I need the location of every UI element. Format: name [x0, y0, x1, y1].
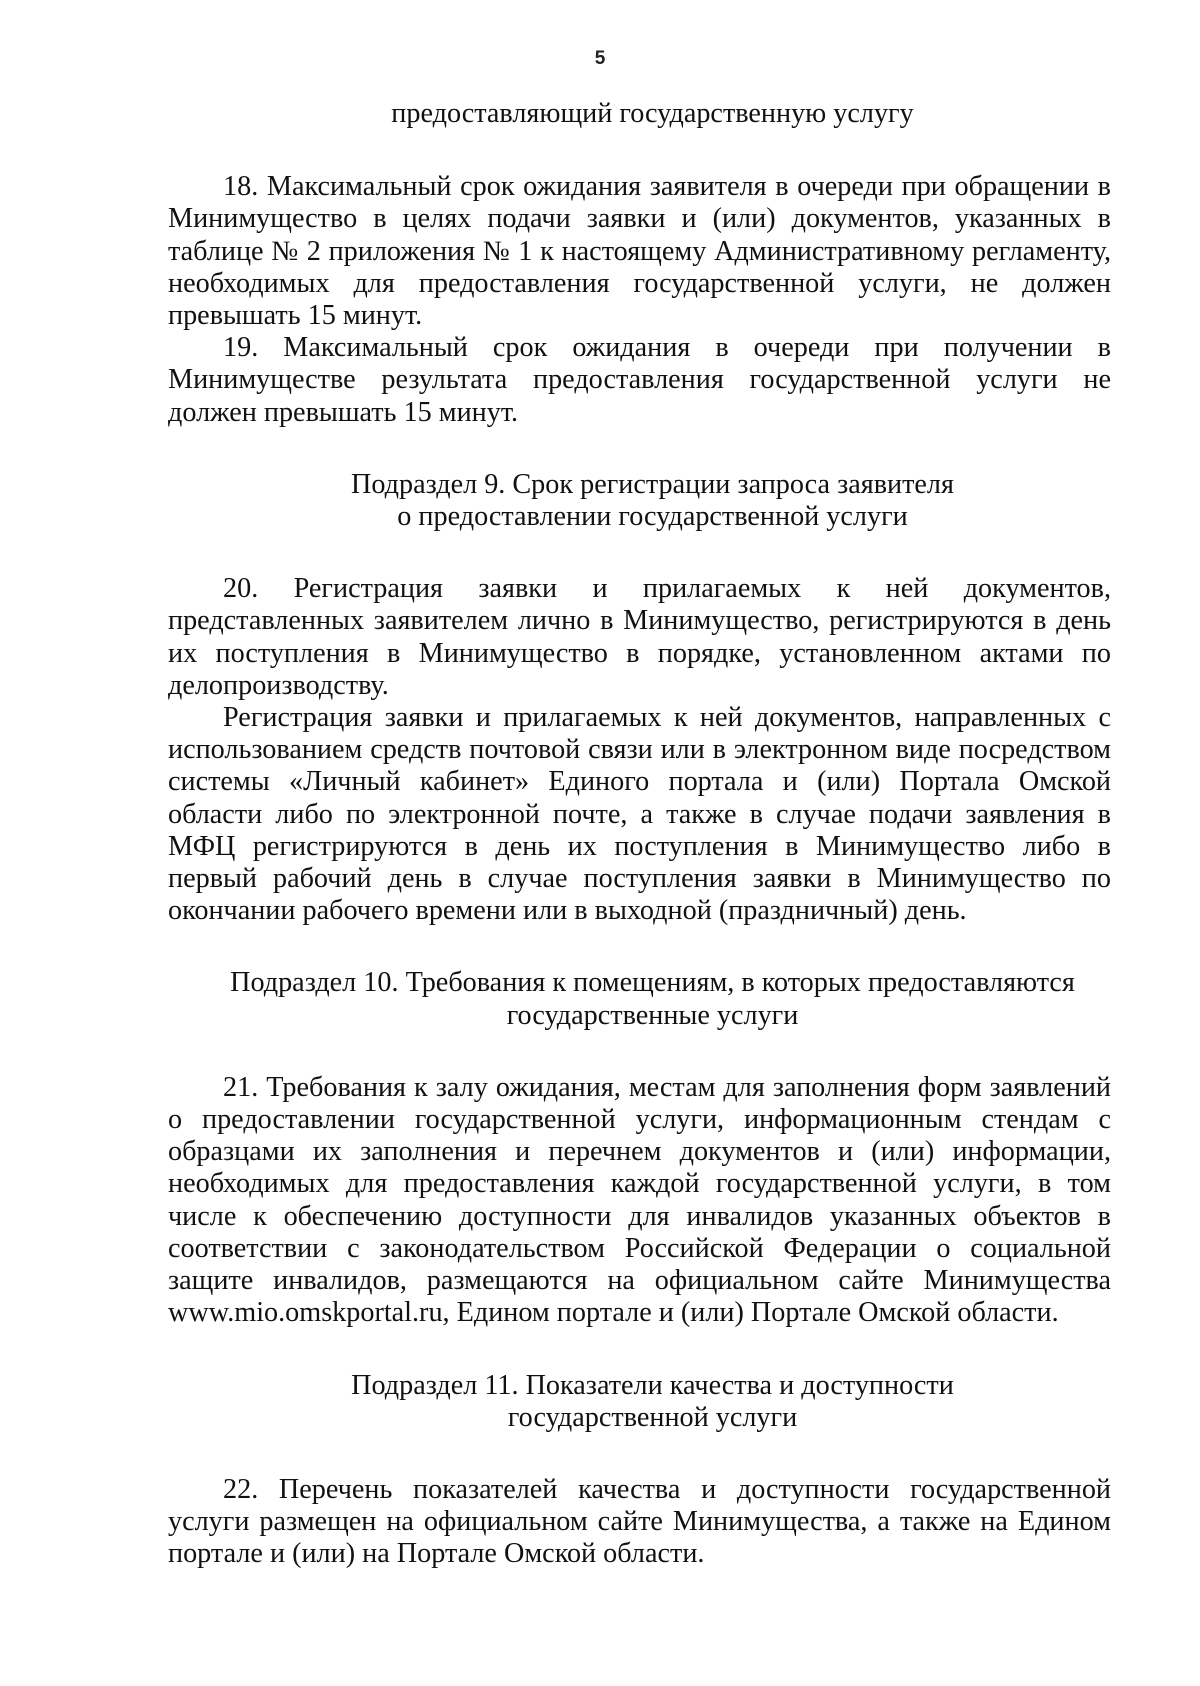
subsection-11-heading-line2: государственной услуги — [507, 1401, 798, 1433]
paragraph-21: 21. Требования к залу ожидания, местам для заполнения форм заявлений о предоставлении государственной услуги, информационным стендам с образцами их заполнения и перечнем документов и (или) информации, необходимых для предоставления каждой государственной услуги, в том числе к обеспечению доступности для инвалидов указанных объектов в соответствии с законодательством Российской Федерации о социальной защите инвалидов, размещаются на официальном сайте Минимущества www.mio.omskportal.ru, Едином портале и (или) Портале Омской области. — [168, 1071, 1111, 1329]
subsection-9-heading — [168, 469, 1111, 533]
subsection-11-heading — [168, 1370, 1111, 1434]
paragraph-20-continued: Регистрация заявки и прилагаемых к ней документов, направленных с использованием средств почтовой связи или в электронном виде посредством системы «Личный кабинет» Единого портала и (или) Портала Омской области либо по электронной почте, а также в случае подачи заявления в МФЦ регистрируются в день их поступления в Минимущество либо в первый рабочий день в случае поступления заявки в Минимущество по окончании рабочего времени или в выходной (праздничный) день. — [168, 702, 1111, 927]
paragraph-22: 22. Перечень показателей качества и доступности государственной услуги размещен на официальном сайте Минимущества, а также на Едином портале и (или) на Портале Омской области. — [168, 1473, 1111, 1570]
continued-heading: предоставляющий государственную услугу — [391, 98, 914, 129]
subsection-10-heading — [168, 967, 1111, 1031]
subsection-10-heading-line2: государственные услуги — [506, 999, 799, 1031]
page-content — [168, 98, 1111, 1571]
paragraph-20: 20. Регистрация заявки и прилагаемых к ней документов, представленных заявителем лично в Минимущество, регистрируются в день их поступления в Минимущество в порядке, установленном актами по делопроизводству. — [168, 573, 1111, 701]
subsection-9-heading-line2: о предоставлении государственной услуги — [397, 501, 908, 533]
subsection-11-heading-line1: Подраздел 11. Показатели качества и доступности — [351, 1369, 954, 1401]
subsection-10-heading-line1: Подраздел 10. Требования к помещениям, в которых предоставляются — [230, 967, 1075, 999]
subsection-9-heading-line1: Подраздел 9. Срок регистрации запроса заявителя — [351, 468, 954, 500]
paragraph-19: 19. Максимальный срок ожидания в очереди при получении в Минимуществе результата предоставления государственной услуги не должен превышать 15 минут. — [168, 332, 1111, 428]
paragraph-18: 18. Максимальный срок ожидания заявителя в очереди при обращении в Минимущество в целях подачи заявки и (или) документов, указанных в таблице № 2 приложения № 1 к настоящему Административному регламенту, необходимых для предоставления государственной услуги, не должен превышать 15 минут. — [168, 171, 1111, 332]
page-number: 5 — [594, 48, 606, 69]
